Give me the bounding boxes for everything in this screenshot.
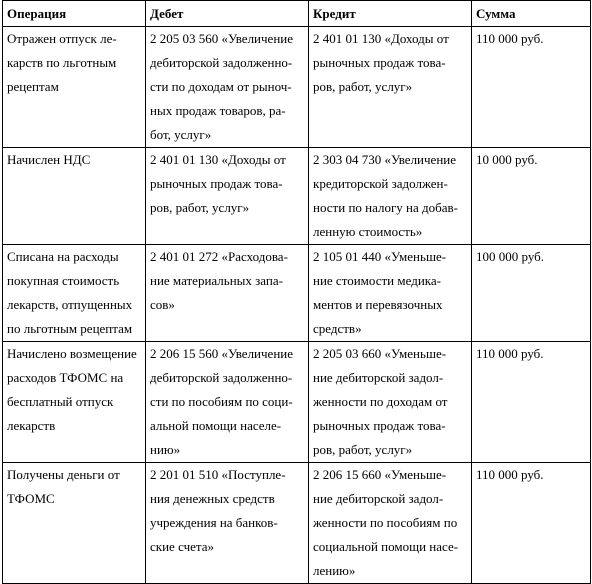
cell-text-line: по льготным рецептам [7,321,133,336]
cell-text-line: Получены деньги от [7,467,120,482]
header-operation: Операция [3,1,146,27]
cell-text-line: ров, работ, услуг» [313,442,413,457]
cell-text-line: 100 000 руб. [476,249,545,264]
cell-operation [3,27,146,148]
cell-text-line: бесплатный отпуск [7,394,114,409]
cell-text-line: социальной помощи насе- [313,539,459,554]
cell-operation [3,463,146,584]
cell-amount [472,463,591,584]
cell-text-line: 2 205 03 560 «Увеличение [150,31,294,46]
cell-text-line: кредиторской задолжен- [313,176,448,191]
cell-text-line: рецептам [7,79,59,94]
cell-credit [309,342,472,463]
cell-debit [146,342,309,463]
cell-text-line: ние дебиторской задол- [313,491,444,506]
cell-text-line: ров, работ, услуг» [150,200,250,215]
cell-text-line: бот, услуг» [150,127,212,142]
cell-amount [472,342,591,463]
cell-text-line: 2 205 03 660 «Уменьше- [313,346,447,361]
cell-text-line: 2 105 01 440 «Уменьше- [313,249,447,264]
cell-credit [309,27,472,148]
cell-text-line: Отражен отпуск ле- [7,31,117,46]
accounting-entries-table [2,0,591,584]
cell-text-line: Начислен НДС [7,152,91,167]
cell-text-line: альной помощи населе- [150,418,282,433]
cell-text-line: ленную стоимость» [313,224,423,239]
cell-text-line: средств» [313,321,362,336]
cell-debit [146,463,309,584]
table-row [3,463,591,584]
cell-text-line: 110 000 руб. [476,467,544,482]
cell-operation [3,148,146,245]
table-row [3,245,591,342]
cell-text-line: ние материальных запа- [150,273,283,288]
cell-text-line: 2 401 01 130 «Доходы от [150,152,286,167]
cell-amount [472,27,591,148]
cell-text-line: лекарств [7,418,56,433]
cell-text-line: 2 206 15 560 «Увеличение [150,346,294,361]
cell-amount [472,148,591,245]
cell-credit [309,463,472,584]
cell-text-line: рыночных продаж това- [313,55,446,70]
cell-text-line: ские счета» [150,539,214,554]
cell-text-line: 2 303 04 730 «Увеличение [313,152,457,167]
cell-text-line: сов» [150,297,175,312]
cell-operation [3,245,146,342]
cell-text-line: 2 206 15 660 «Уменьше- [313,467,447,482]
header-debit: Дебет [146,1,309,27]
cell-text-line: лекарств, отпущенных [7,297,133,312]
table-row [3,148,591,245]
cell-text-line: Списана на расходы [7,249,119,264]
cell-text-line: ности по налогу на добав- [313,200,458,215]
cell-credit [309,245,472,342]
cell-text-line: женности по доходам от [313,394,448,409]
cell-text-line: сти по пособиям по соци- [150,394,293,409]
cell-text-line: 2 201 01 510 «Поступле- [150,467,286,482]
cell-text-line: ментов и перевязочных [313,297,443,312]
cell-amount [472,245,591,342]
cell-text-line: нию» [150,442,181,457]
cell-text-line: рыночных продаж това- [150,176,283,191]
header-credit: Кредит [309,1,472,27]
cell-text-line: 10 000 руб. [476,152,538,167]
table-header-row [3,1,591,27]
cell-text-line: ров, работ, услуг» [313,79,413,94]
cell-debit [146,148,309,245]
cell-text-line: Начислено возмещение [7,346,137,361]
cell-text-line: ние стоимости медика- [313,273,441,288]
cell-text-line: ния денежных средств [150,491,275,506]
cell-text-line: ных продаж товаров, ра- [150,103,286,118]
cell-text-line: ние дебиторской задол- [313,370,444,385]
cell-debit [146,245,309,342]
cell-text-line: сти по доходам от рыноч- [150,79,292,94]
cell-text-line: дебиторской задолженно- [150,55,293,70]
cell-text-line: расходов ТФОМС на [7,370,124,385]
cell-text-line: рыночных продаж това- [313,418,446,433]
cell-text-line: учреждения на банков- [150,515,278,530]
cell-text-line: покупная стоимость [7,273,120,288]
cell-text-line: 110 000 руб. [476,346,544,361]
header-amount: Сумма [472,1,591,27]
cell-text-line: 2 401 01 130 «Доходы от [313,31,449,46]
cell-text-line: карств по льготным [7,55,117,70]
cell-text-line: дебиторской задолженно- [150,370,293,385]
cell-text-line: ТФОМС [7,491,55,506]
cell-credit [309,148,472,245]
cell-operation [3,342,146,463]
table-row [3,342,591,463]
cell-text-line: 110 000 руб. [476,31,544,46]
table-row [3,27,591,148]
cell-text-line: женности по пособиям по [313,515,458,530]
cell-text-line: 2 401 01 272 «Расходова- [150,249,288,264]
cell-text-line: лению» [313,563,356,578]
cell-debit [146,27,309,148]
